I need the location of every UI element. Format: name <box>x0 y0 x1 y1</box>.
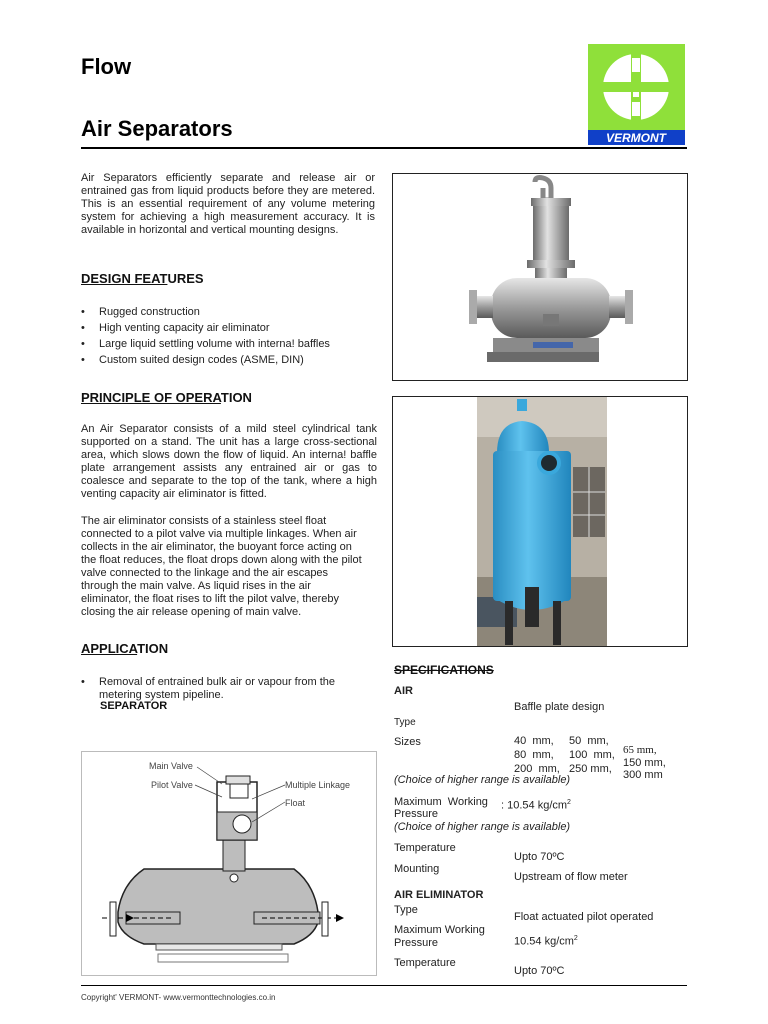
list-item: • High venting capacity air eliminator <box>81 320 381 336</box>
spec-sizes-row-1: 40 mm, 50 mm, <box>514 735 609 747</box>
spec-mwp-label-2: Pressure <box>394 808 439 820</box>
principle-paragraph-2: The air eliminator consists of a stainless steel float connected to a pilot valve via multiple linkages. When air collects in the air eliminator, the buoyant force acting on the float reduces, the float drops down along with the pilot valve connected to the linkage and the air escapes through the main valve. As liquid rises in the air eliminator, the float rises to lift the pilot valve, thereby closing the air release opening of main valve. <box>81 515 362 618</box>
design-features-list <box>81 304 381 368</box>
spec-choice-note-2: (Choice of higher range is available) <box>394 821 571 833</box>
heading-flow: Flow <box>81 54 132 79</box>
application-heading: APPLICATION <box>81 641 169 656</box>
spec-sizes-col3-1: 65 mm, <box>623 744 657 756</box>
spec-air-type-value: Baffle plate design <box>514 701 605 713</box>
design-features-heading: DESIGN FEATURES <box>81 271 204 286</box>
label-multiple-linkage: Multiple Linkage <box>285 780 351 790</box>
principle-paragraph-1: An Air Separator consists of a mild steel cylindrical tank supported on a stand. The unit has a large cross-sectional area, which slows down the flow of liquid. An interna! baffle plate arrangement assists any entrained air or gas to coalesce and separate to the top of the tank, where a high venting capacity air eliminator is fitted. <box>81 423 377 500</box>
spec-sizes-row-3: 200 mm, 250 mm, <box>514 763 612 775</box>
label-float: Float <box>285 798 306 808</box>
footer-rule <box>81 985 687 986</box>
intro-paragraph: Air Separators efficiently separate and release air or entrained gas from liquid products before they are metered. This is an essential requirement of any volume metering system for achieving a high measurement accuracy. It is available in horizontal and vertical mounting designs. <box>81 172 375 236</box>
footer-copyright: Copyright' VERMONT- www.vermonttechnologies.co.in <box>81 993 276 1002</box>
label-pilot-valve: Pilot Valve <box>151 780 193 790</box>
title-rule <box>81 147 687 149</box>
vermont-logo-mark <box>588 44 685 145</box>
separator-caption: SEPARATOR <box>100 700 168 712</box>
spec-sizes-row-2: 80 mm, 100 mm, <box>514 749 615 761</box>
spec-el-temp-label: Temperature <box>394 957 456 969</box>
vermont-logo <box>588 44 685 145</box>
principle-heading: PRINCIPLE OF OPERATION <box>81 390 252 405</box>
label-main-valve: Main Valve <box>149 761 193 771</box>
spec-el-mwp-value: 10.54 $kg/cm^2$ <box>514 935 578 948</box>
spec-sizes-label: Sizes <box>394 736 421 748</box>
application-item: • Removal of entrained bulk air or vapour from the metering system pipeline. <box>81 676 336 701</box>
photo-horizontal-drawing <box>393 174 687 380</box>
list-item: • Large liquid settling volume with interna! baffles <box>81 336 381 352</box>
photo-vertical-drawing <box>393 397 687 646</box>
spec-mwp-value: : 10.54 $kg/cm^2$ <box>501 799 571 812</box>
list-item: • Rugged construction <box>81 304 381 320</box>
spec-el-type-value: Float actuated pilot operated <box>514 911 654 923</box>
spec-temp-label: Temperature <box>394 842 456 854</box>
spec-air-heading: AIR <box>394 685 413 697</box>
spec-mwp-label-1: Maximum Working <box>394 796 488 808</box>
spec-el-type-label: Type <box>394 904 418 916</box>
spec-mounting-label: Mounting <box>394 863 440 875</box>
spec-el-mwp-label-1: Maximum Working <box>394 924 485 936</box>
spec-mounting-value: Upstream of flow meter <box>514 871 628 883</box>
spec-eliminator-heading: AIR ELIMINATOR <box>394 889 484 901</box>
spec-el-temp-value: Upto 70ºC <box>514 965 565 977</box>
photo-vertical-separator <box>392 396 688 647</box>
spec-choice-note-1: (Choice of higher range is available) <box>394 774 571 786</box>
photo-horizontal-separator <box>392 173 688 381</box>
list-item: • Custom suited design codes (ASME, DIN) <box>81 352 381 368</box>
specifications-heading: SPECIFICATIONS <box>394 663 494 677</box>
separator-diagram <box>81 751 377 976</box>
spec-sizes-col3-2: 150 mm, <box>623 757 666 769</box>
spec-el-mwp-label-2: Pressure <box>394 937 439 949</box>
spec-sizes-col3-3: 300 mm <box>623 769 663 781</box>
spec-air-type-label: Type <box>394 717 416 728</box>
spec-temp-value: Upto 70ºC <box>514 851 565 863</box>
page-title: Air Separators <box>81 116 233 141</box>
logo-text: VERMONT <box>606 131 666 145</box>
